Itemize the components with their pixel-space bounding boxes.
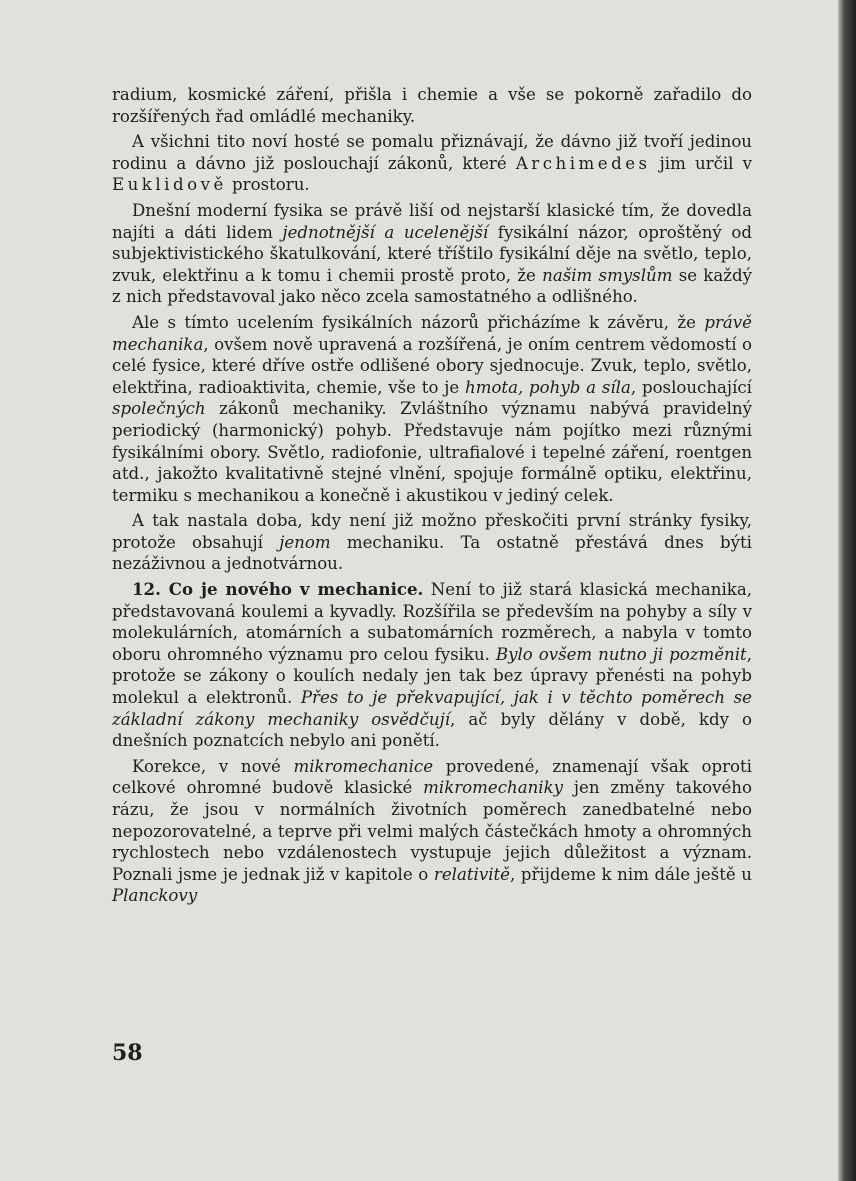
text-run: provedené, znamenají však oproti celkové ohromné budově klasické bbox=[112, 756, 752, 798]
paragraph bbox=[112, 312, 752, 506]
body-text bbox=[112, 84, 752, 911]
paragraph bbox=[112, 84, 752, 127]
text-run: , přijdeme k nim dále ještě u bbox=[510, 864, 752, 884]
text-run: fysikální názor, oproštěný od subjektivistického škatulkování, které tříštilo fysikální děje na světlo, teplo, zvuk, elektřinu a k tomu i chemii prostě proto, že bbox=[112, 222, 752, 285]
text-run: zákonů mechaniky. Zvláštního významu nabývá pravidelný periodický (harmonický) pohyb. Představuje nám pojítko mezi různými fysikálními obory. Světlo, radiofonie, ultrafialové i tepelné záření, roentgen atd., jakožto kvalitativně stejné vlnění, spojuje formálně optiku, elektřinu, termiku s mechanikou a konečně i akustikou v jediný celek. bbox=[112, 399, 752, 505]
spaced-name: Euklidově bbox=[112, 175, 227, 195]
paragraph bbox=[112, 756, 752, 907]
emphasized-text: Přes to je překvapující, jak i v těchto poměrech se základní zákony mechaniky osvědčují bbox=[112, 688, 752, 729]
emphasized-text: právě mechanika bbox=[112, 312, 752, 354]
emphasized-text: hmota, pohyb a síla bbox=[465, 377, 631, 397]
text-run: radium, kosmické záření, přišla i chemie a vše se pokorně zařadilo do rozšířených řad omládlé mechaniky. bbox=[112, 85, 752, 126]
emphasized-text: našim smyslům bbox=[542, 265, 673, 285]
paragraph bbox=[112, 510, 752, 575]
text-run: jim určil v bbox=[650, 153, 752, 173]
text-run: , ovšem nově upravená a rozšířená, je oním centrem vědomostí o celé fysice, které dříve ostře odlišené obory sjednocuje. Zvuk, teplo, světlo, elektřina, radioaktivita, chemie, vše to je bbox=[112, 334, 752, 397]
text-run: jen změny takového rázu, že jsou v normálních životních poměrech zanedbatelné nebo nepozorovatelné, a teprve při velmi malých částečkách hmoty a ohromných rychlostech nebo vzdálenostech vystupuje jejich důležitost a význam. Poznali jsme je jednak již v kapitole o bbox=[112, 778, 752, 884]
text-run: A tak nastala doba, kdy není již možno přeskočiti první stránky fysiky, protože obsahují bbox=[112, 511, 752, 552]
text-run: , protože se zákony o koulích nedaly jen tak bez úpravy přenésti na pohyb molekul a elektronů. bbox=[112, 644, 752, 708]
spaced-name: Archimedes bbox=[515, 153, 651, 173]
paragraph bbox=[112, 131, 752, 196]
emphasized-text: relativitě bbox=[433, 864, 510, 884]
text-run: , ač byly dělány v době, kdy o dnešních poznatcích nebylo ani ponětí. bbox=[112, 709, 753, 751]
paragraph bbox=[112, 200, 752, 308]
text-run: prostoru. bbox=[226, 175, 310, 195]
page-number: 58 bbox=[112, 1040, 143, 1066]
book-spine-shadow bbox=[838, 0, 856, 1181]
text-run: Ale s tímto ucelením fysikálních názorů přicházíme k závěru, že bbox=[132, 312, 705, 332]
text-run: mechaniku. Ta ostatně přestává dnes býti nezáživnou a jednotvárnou. bbox=[112, 532, 752, 574]
section-heading: 12. Co je nového v mechanice. bbox=[132, 579, 424, 600]
emphasized-text: mikromechaniky bbox=[423, 778, 564, 798]
text-run: , poslouchající bbox=[630, 377, 752, 397]
emphasized-text: Bylo ovšem nutno ji pozměnit bbox=[495, 644, 747, 664]
emphasized-text: mikromechanice bbox=[293, 756, 434, 776]
emphasized-text: společných bbox=[112, 399, 206, 419]
emphasized-text: jednotnější a ucelenější bbox=[282, 222, 489, 242]
emphasized-text: Planckovy bbox=[112, 886, 198, 906]
text-run: Dnešní moderní fysika se právě liší od nejstarší klasické tím, že dovedla najíti a dáti lidem bbox=[112, 200, 752, 242]
text-run: se každý z nich představoval jako něco zcela samostatného a odlišného. bbox=[112, 265, 752, 307]
paragraph bbox=[112, 579, 752, 752]
text-run: Není to již stará klasická mechanika, představovaná koulemi a kyvadly. Rozšířila se především na pohyby a síly v molekulárních, atomárních a subatomárních rozměrech, a nabyla v tomto oboru ohromného významu pro celou fysiku. bbox=[112, 580, 753, 664]
emphasized-text: jenom bbox=[279, 532, 331, 552]
text-run: Korekce, v nové bbox=[132, 756, 294, 776]
text-run: A všichni tito noví hosté se pomalu přiznávají, že dávno již tvoří jedinou rodinu a dávno již poslouchají zákonů, které bbox=[112, 132, 752, 173]
